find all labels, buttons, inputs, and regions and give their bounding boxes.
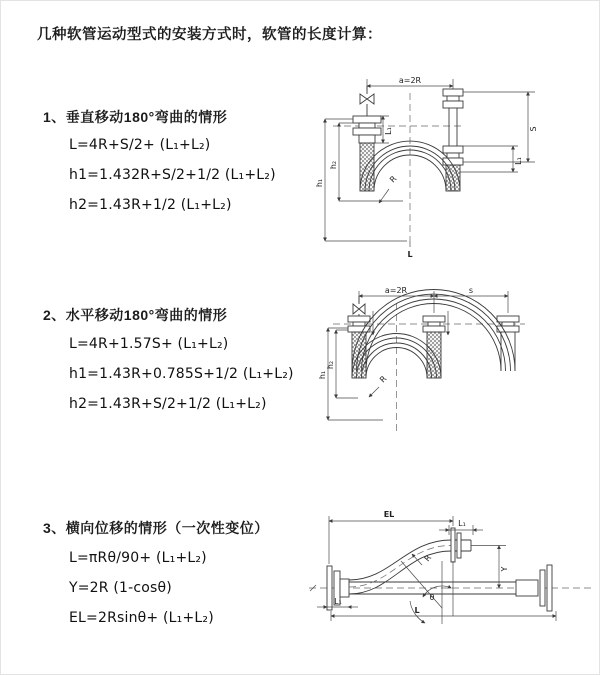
- section-3-heading: 3、横向位移的情形（一次性变位）: [43, 520, 269, 536]
- formula-1-h1: h1=1.432R+S/2+1/2 (L₁+L₂): [69, 167, 276, 183]
- formula-3-el: EL=2Rsinθ+ (L₁+L₂): [69, 610, 214, 626]
- dim-width: [367, 76, 453, 91]
- dim-radius: [369, 374, 389, 397]
- dim-width-label: a=2R: [398, 76, 422, 85]
- diagram-lateral-displacement: [301, 504, 600, 656]
- dim-length: [407, 241, 412, 259]
- dim-fitting-right-label: L₁: [514, 157, 523, 165]
- dim-length-label: L: [407, 250, 413, 259]
- formula-1-l: L=4R+S/2+ (L₁+L₂): [69, 137, 211, 153]
- dim-travel-label: s: [468, 286, 474, 295]
- dim-width: [359, 286, 508, 313]
- section-2-heading: 2、水平移动180°弯曲的情形: [43, 307, 228, 323]
- dim-length: [331, 606, 556, 621]
- dim-offset-label: Y: [500, 566, 509, 572]
- section-1-heading: 1、垂直移动180°弯曲的情形: [43, 109, 228, 125]
- right-flange: [516, 565, 552, 611]
- page-title: 几种软管运动型式的安装方式时，软管的长度计算：: [37, 27, 382, 43]
- dim-fitting-left-label: L₁: [334, 597, 342, 606]
- dim-h2-label: h₂: [326, 360, 335, 370]
- dim-length-label: L: [414, 606, 420, 615]
- formula-3-l: L=πRθ/90+ (L₁+L₂): [69, 550, 207, 566]
- right-fitting: [443, 89, 463, 191]
- diagram-horizontal-180-bend: [313, 283, 598, 458]
- dim-fitting-left-label: L₁: [384, 127, 393, 135]
- upper-flange: [451, 528, 461, 562]
- dim-travel: [463, 92, 538, 162]
- left-fitting: [348, 316, 370, 378]
- dim-radius-label: R: [378, 374, 389, 385]
- formula-2-h2: h2=1.43R+S/2+1/2 (L₁+L₂): [69, 396, 267, 412]
- formula-2-l: L=4R+1.57S+ (L₁+L₂): [69, 336, 229, 352]
- dim-h1: [318, 328, 383, 420]
- dim-fitting-left: [317, 597, 358, 607]
- dim-radius-label: R: [422, 553, 434, 564]
- dim-h1-label: h₁: [318, 370, 327, 380]
- formula-2-h1: h1=1.43R+0.785S+1/2 (L₁+L₂): [69, 366, 294, 382]
- dim-width-label: a=2R: [384, 286, 408, 295]
- valve-icon: [360, 86, 374, 116]
- dim-angle: [401, 561, 451, 624]
- dim-fitting-top-label: L₁: [458, 519, 466, 528]
- valve-icon: [353, 296, 365, 316]
- dim-fitting-right: [460, 146, 523, 172]
- dim-angle-label: θ: [429, 593, 435, 602]
- formula-3-y: Y=2R (1-cosθ): [69, 580, 172, 596]
- diagram-vertical-180-bend: [313, 71, 598, 263]
- dim-radius-label: R: [388, 174, 399, 185]
- formula-1-h2: h2=1.43R+1/2 (L₁+L₂): [69, 197, 232, 213]
- dim-travel-label: S: [529, 126, 538, 132]
- dim-h1-label: h₁: [315, 178, 324, 188]
- dim-span-label: EL: [383, 510, 395, 519]
- dim-radius: [379, 174, 399, 203]
- dim-h2-label: h₂: [329, 160, 338, 170]
- middle-fitting: [423, 316, 445, 378]
